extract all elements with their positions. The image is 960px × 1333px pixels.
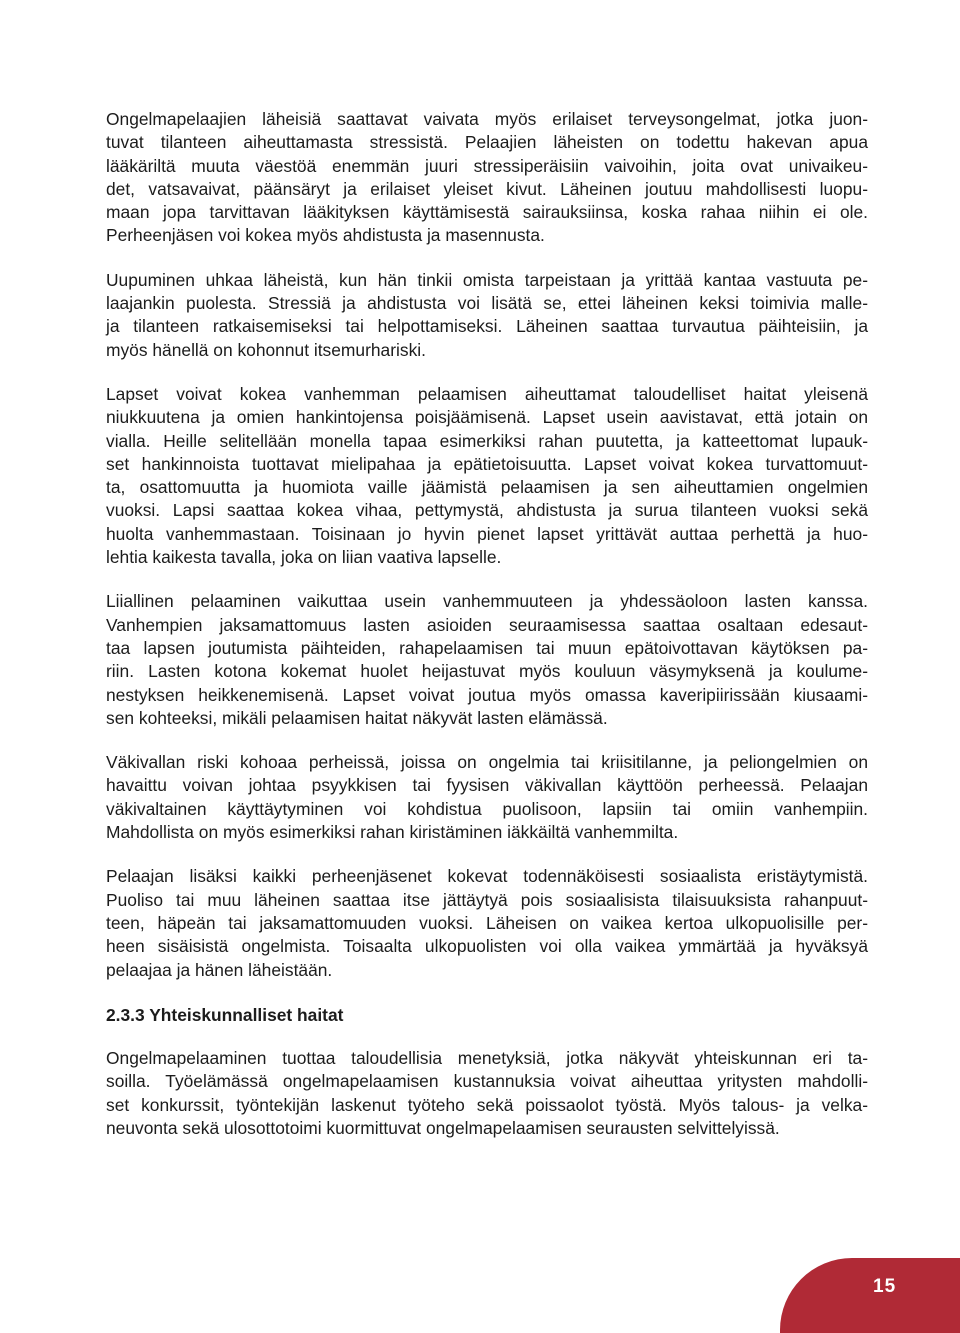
text-line: set konkurssit, työntekijän laskenut työteho sekä poissaolot työstä. Myös talous- ja velka-	[106, 1094, 868, 1115]
text-line: myös hänellä on kohonnut itsemurhariski.	[106, 339, 426, 360]
text-line: huolta vanhemmastaan. Toisinaan jo hyvin pienet lapset yrittävät auttaa perhettä ja huo-	[106, 523, 868, 544]
paragraph-health-problems	[106, 108, 868, 248]
text-line: lääkäriltä muuta väestöä enemmän juuri stressiperäisiin vaivoihin, joita ovat univaikeu-	[106, 155, 868, 176]
paragraph-children	[106, 383, 868, 569]
text-line: niukkuutena ja omien hankintojensa poisjäämisenä. Lapset usein aavistavat, että jotain on	[106, 407, 868, 428]
paragraph-parenthood	[106, 590, 868, 730]
text-line: teen, häpeän tai jaksamattomuuden vuoksi. Läheisen on vaikea kertoa ulkopuolisille per-	[106, 912, 868, 933]
paragraph-societal-harms	[106, 1047, 868, 1140]
text-line: ja tilanteen ratkaisemiseksi tai helpottamiseksi. Läheinen saattaa turvautua päihteisiin, ja	[106, 316, 868, 337]
text-line: Uupuminen uhkaa läheistä, kun hän tinkii omista tarpeistaan ja yrittää kantaa vastuuta pe-	[106, 269, 868, 290]
paragraph-violence	[106, 751, 868, 844]
text-line: laajankin puolesta. Stressiä ja ahdistusta voi lisätä se, ettei läheinen keksi toimivia malle-	[106, 293, 868, 314]
text-line: Vanhempien jaksamattomuus lasten asioiden seuraamisessa saattaa osaltaan edesaut-	[106, 614, 868, 635]
text-line: Väkivallan riski kohoaa perheissä, joissa on ongelmia tai kriisitilanne, ja peliongelmien on	[106, 752, 868, 773]
text-line: ta, osattomuutta ja huomiota vaille jäämistä pelaamisen ja sen aiheuttamien ongelmien	[106, 477, 868, 498]
text-line: Liiallinen pelaaminen vaikuttaa usein vanhemmuuteen ja yhdessäoloon lasten kanssa.	[106, 591, 868, 612]
text-line: det, vatsavaivat, päänsäryt ja erilaiset yleiset kivut. Läheinen joutuu mahdollisesti luopu-	[106, 178, 868, 199]
text-line: tuvat tilanteen aiheuttamasta stressistä. Pelaajien läheisten on todettu hakevan apua	[106, 132, 868, 153]
paragraph-isolation	[106, 865, 868, 981]
text-line: maan jopa tarvittavan lääkityksen käyttämisestä sairauksiinsa, koska rahaa niihin ei ole.	[106, 202, 868, 223]
text-line: sen kohteeksi, mikäli pelaamisen haitat näkyvät lasten elämässä.	[106, 707, 608, 728]
section-heading: 2.3.3 Yhteiskunnalliset haitat	[106, 1004, 344, 1025]
text-line: Ongelmapelaajien läheisiä saattavat vaivata myös erilaiset terveysongelmat, jotka juon-	[106, 109, 868, 129]
page-number: 15	[873, 1276, 897, 1297]
text-line: soilla. Työelämässä ongelmapelaamisen kustannuksia voivat aiheuttaa yritysten mahdolli-	[106, 1071, 868, 1092]
text-line: Perheenjäsen voi kokea myös ahdistusta ja masennusta.	[106, 225, 545, 246]
text-line: vialla. Heille selitellään monella tapaa esimerkiksi rahan puutetta, ja katteettomat lupauk-	[106, 430, 868, 451]
text-line: väkivaltainen käyttäytyminen voi kohdistua puolisoon, lapsiin tai omiin vanhempiin.	[106, 798, 868, 819]
text-line: Pelaajan lisäksi kaikki perheenjäsenet kokevat todennäköisesti sosiaalista eristäytymistä.	[106, 866, 868, 887]
text-line: riin. Lasten kotona kokemat huolet heijastuvat myös kouluun väsymyksenä ja koulume-	[106, 661, 868, 682]
text-line: Ongelmapelaaminen tuottaa taloudellisia menetyksiä, jotka näkyvät yhteiskunnan eri ta-	[106, 1048, 868, 1069]
text-line: vuoksi. Lapsi saattaa kokea vihaa, pettymystä, ahdistusta ja surua tilanteen vuoksi sekä	[106, 500, 868, 521]
text-line: heen sisäisistä ongelmista. Toisaalta ulkopuolisten voi olla vaikea ymmärtää ja hyväksyä	[106, 936, 868, 957]
text-line: taa lapsen joutumista päihteiden, rahapelaamisen tai muun epätoivottavan käytöksen pa-	[106, 637, 868, 658]
text-line: Mahdollista on myös esimerkiksi rahan kiristäminen iäkkäiltä vanhemmilta.	[106, 822, 679, 843]
text-line: Puoliso tai muu läheinen saattaa itse jättäytyä pois sosiaalisista tilaisuuksista rahanpuut-	[106, 889, 868, 910]
text-line: nestyksen heikkenemisenä. Lapset voivat joutua myös omassa kaveripiirissään kiusaami-	[106, 684, 868, 705]
text-line: Lapset voivat kokea vanhemman pelaamisen aiheuttamat taloudelliset haitat yleisenä	[106, 383, 868, 404]
page-number-tab	[780, 1258, 960, 1333]
text-line: lehtia kaikesta tavalla, joka on liian vaativa lapselle.	[106, 547, 502, 568]
paragraph-exhaustion	[106, 269, 868, 362]
text-line: neuvonta sekä ulosottotoimi kuormittuvat ongelmapelaamisen seurausten selvittelyissä.	[106, 1117, 780, 1138]
text-line: havaittu voivan johtaa psyykkisen tai fyysisen väkivallan käyttöön perheessä. Pelaajan	[106, 775, 868, 796]
page-body	[106, 108, 868, 1161]
text-line: pelaajaa ja hänen läheistään.	[106, 959, 333, 980]
text-line: set hankinnoista tuottavat mielipahaa ja epätietoisuutta. Lapset voivat kokea turvattomuut-	[106, 453, 868, 474]
